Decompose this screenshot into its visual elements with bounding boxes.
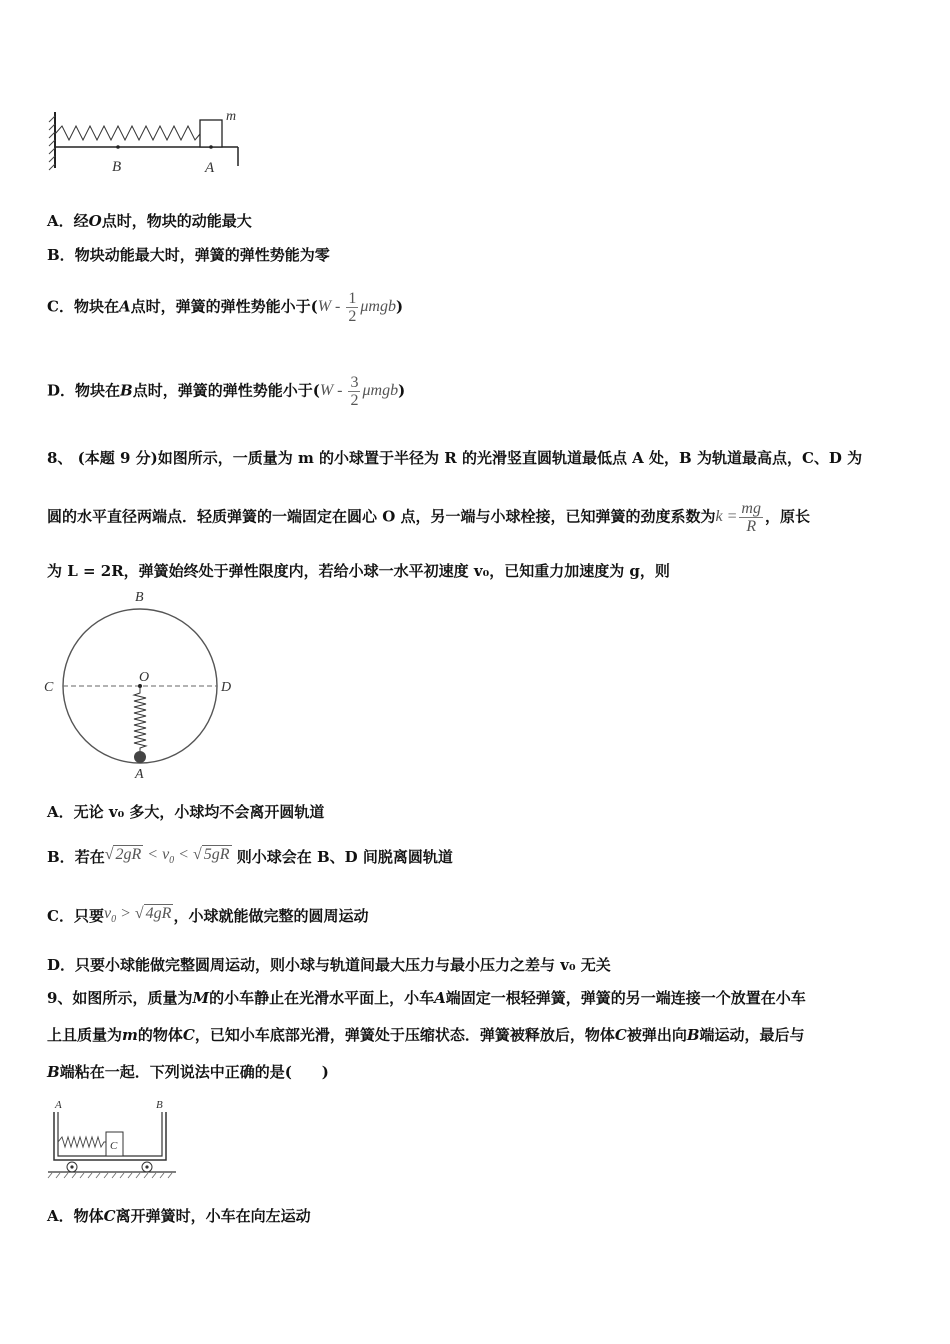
q9-stem-line3: B端粘在一起．下列说法中正确的是( ) [47, 1063, 329, 1081]
q9-stem-line1: 9、如图所示，质量为M的小车静止在光滑水平面上，小车A端固定一根轻弹簧，弹簧的另一端连接一个放置在小车 [47, 989, 806, 1007]
label-a: A [135, 767, 144, 782]
label-b: B [135, 590, 144, 605]
q9-stem-line2: 上且质量为m的物体C，已知小车底部光滑，弹簧处于压缩状态．弹簧被释放后，物体C被弹出向B端运动，最后与 [47, 1026, 805, 1044]
q8-stem-line1: 8、 (本题 9 分)如图所示，一质量为 m 的小球置于半径为 R 的光滑竖直圆轨道最低点 A 处，B 为轨道最高点，C、D 为 [47, 449, 863, 467]
spring-block-figure [40, 100, 250, 180]
label-o: O [139, 670, 150, 685]
label-a: A [205, 160, 215, 176]
q7-option-d: D．物块在B点时，弹簧的弹性势能小于(W - $\frac{3}{2}$ μmgb) [47, 374, 406, 409]
q8-option-d: D．只要小球能做完整圆周运动，则小球与轨道间最大压力与最小压力之差与 v₀ 无关 [47, 956, 611, 974]
label-m: m [226, 109, 237, 124]
k-formula: k = $\frac{mg}{R}$ [715, 500, 761, 535]
circle-track-figure [40, 585, 240, 785]
cart-figure [44, 1096, 184, 1180]
q8-c-formula: $v_0$ > √ 4gR [103, 905, 172, 926]
label-a: A [55, 1099, 62, 1111]
q7-d-formula: W - $\frac{3}{2}$ μmgb [319, 374, 399, 409]
q8-option-a: A．无论 v₀ 多大，小球均不会离开圆轨道 [47, 803, 325, 821]
label-c: C [110, 1140, 118, 1152]
label-c: C [44, 680, 54, 695]
label-b: B [112, 159, 122, 175]
q8-stem-line3: 为 L = 2R，弹簧始终处于弹性限度内，若给小球一水平初速度 v₀，已知重力加速度为 g，则 [47, 562, 670, 580]
q7-c-formula: W - $\frac{1}{2}$ μmgb [317, 290, 396, 325]
q8-b-formula: √ $2gR < v_0$ < √ 5gR [104, 846, 230, 867]
q7-option-a: A．经O点时，物块的动能最大 [47, 212, 252, 230]
q7-option-c: C．物块在A点时，弹簧的弹性势能小于(W - $\frac{1}{2}$ μmgb) [47, 290, 404, 325]
q9-option-a: A．物体C离开弹簧时，小车在向左运动 [47, 1207, 311, 1225]
q8-option-c: C．只要$v_0$ > √ 4gR ，小球就能做完整的圆周运动 [47, 904, 368, 930]
label-b: B [156, 1099, 163, 1111]
q8-option-b: B．若在√ $2gR < v_0$ < √ 5gR 则小球会在 B、D 间脱离圆轨道 [47, 845, 453, 871]
label-d: D [221, 680, 232, 695]
q7-option-b: B．物块动能最大时，弹簧的弹性势能为零 [47, 246, 330, 264]
q8-stem-line2: 圆的水平直径两端点．轻质弹簧的一端固定在圆心 O 点，另一端与小球栓接，已知弹簧的劲度系数为k = $\frac{mg}{R}$ ，原长 [47, 500, 810, 535]
